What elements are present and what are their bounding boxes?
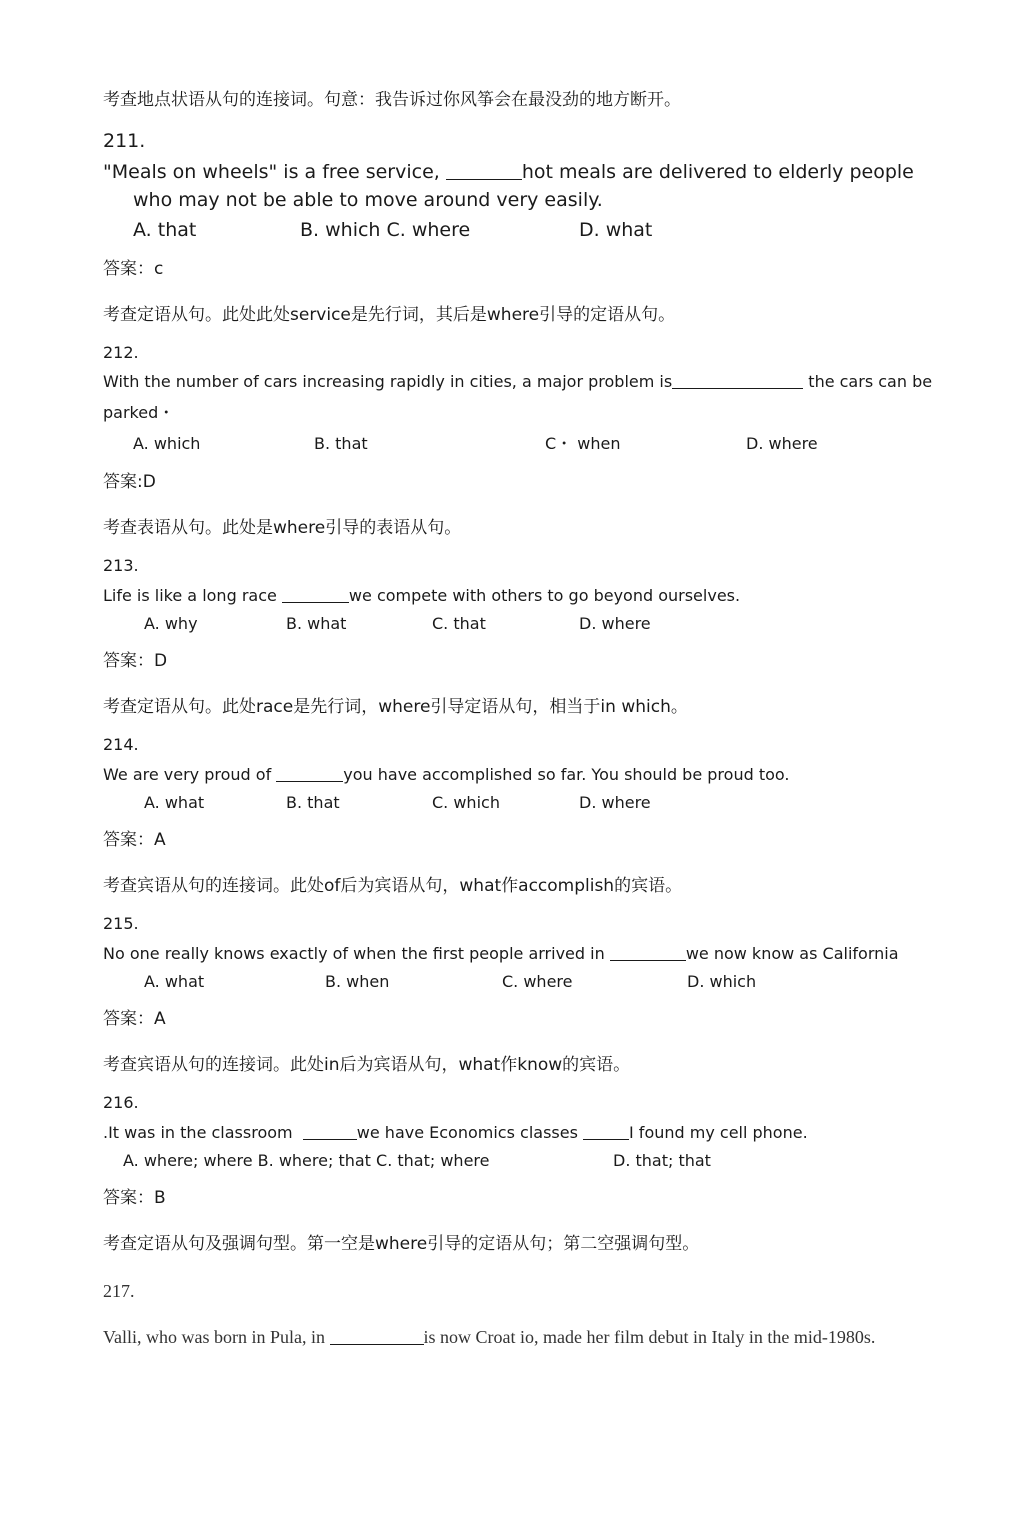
question-number-215: 215. [103,914,139,933]
question-text-212-line2: parked・ [103,403,175,422]
question-text-part: .It was in the classroom [103,1123,303,1142]
option-c: C. where [502,972,573,991]
answer-blank [672,372,803,389]
explanation-211: 考查定语从句。此处此处service是先行词，其后是where引导的定语从句。 [103,305,676,325]
question-text-part: you have accomplished so far. You should be proud too. [343,765,790,784]
option-a: A. that [133,219,197,241]
question-text-part: the cars can be [803,372,933,391]
question-text-part: we now know as California [685,944,899,963]
option-a: A. why [144,614,198,633]
question-text-part: we compete with others to go beyond ourselves. [348,586,741,605]
option-d: D. where [746,434,818,453]
option-a: A. what [144,972,205,991]
answer-blank [446,160,522,180]
question-text-part: With the number of cars increasing rapidly in cities, a major problem is [103,372,673,391]
answer-212: 答案:D [103,472,156,492]
question-number-214: 214. [103,735,139,754]
option-abc: A. where; where B. where; that C. that; where [123,1151,490,1170]
option-c: C. that [432,614,486,633]
explanation-214: 考查宾语从句的连接词。此处of后为宾语从句，what作accomplish的宾语。 [103,876,683,896]
question-text-part: Valli, who was born in Pula, in [103,1327,330,1347]
option-c: C・ when [545,434,621,453]
explanation-213: 考查定语从句。此处race是先行词，where引导定语从句，相当于in which。 [103,697,688,717]
option-d: D. what [579,219,653,241]
question-text-212 [103,372,932,391]
option-c: C. which [432,793,500,812]
option-d: D. where [579,793,651,812]
question-number-217: 217. [103,1281,135,1301]
explanation-215: 考查宾语从句的连接词。此处in后为宾语从句，what作know的宾语。 [103,1055,631,1075]
question-text-part: "Meals on wheels" is a free service, [103,161,446,183]
question-number-212: 212. [103,343,139,362]
question-text-211-line2: who may not be able to move around very easily. [133,189,603,211]
question-text-213 [103,586,740,605]
option-d: D. that; that [613,1151,711,1170]
answer-214: 答案：A [103,830,166,850]
question-text-part: we have Economics classes [356,1123,583,1142]
question-text-215 [103,944,899,963]
option-bc: B. which C. where [300,219,471,241]
answer-211: 答案：c [103,259,164,279]
explanation-212: 考查表语从句。此处是where引导的表语从句。 [103,518,462,538]
option-b: B. what [286,614,347,633]
answer-213: 答案：D [103,651,168,671]
option-a: A. what [144,793,205,812]
answer-215: 答案：A [103,1009,166,1029]
option-b: B. that [314,434,368,453]
explanation-216: 考查定语从句及强调句型。第一空是where引导的定语从句；第二空强调句型。 [103,1234,700,1254]
question-number-213: 213. [103,556,139,575]
option-b: B. that [286,793,340,812]
answer-blank [583,1123,629,1140]
option-b: B. when [325,972,390,991]
answer-blank [303,1123,357,1140]
option-a: A. which [133,434,201,453]
question-text-217 [103,1325,920,1350]
question-text-part: I found my cell phone. [629,1123,808,1142]
answer-blank [610,944,686,961]
question-text-part: Life is like a long race [103,586,282,605]
question-text-part: No one really knows exactly of when the first people arrived in [103,944,610,963]
question-text-part: We are very proud of [103,765,277,784]
question-text-214 [103,765,789,784]
question-text-211 [103,160,914,184]
option-d: D. which [687,972,757,991]
question-text-part: hot meals are delivered to elderly people [521,161,914,183]
answer-blank [276,765,343,782]
question-number-211: 211. [103,130,146,152]
answer-blank [282,586,349,603]
option-d: D. where [579,614,651,633]
answer-blank [330,1326,424,1345]
question-number-216: 216. [103,1093,139,1112]
answer-216: 答案：B [103,1188,166,1208]
intro-note: 考查地点状语从句的连接词。句意：我告诉过你风筝会在最没劲的地方断开。 [103,90,681,110]
question-text-216 [103,1123,808,1142]
question-text-part: is now Croat io, made her film debut in Italy in the mid-1980s. [423,1327,876,1347]
